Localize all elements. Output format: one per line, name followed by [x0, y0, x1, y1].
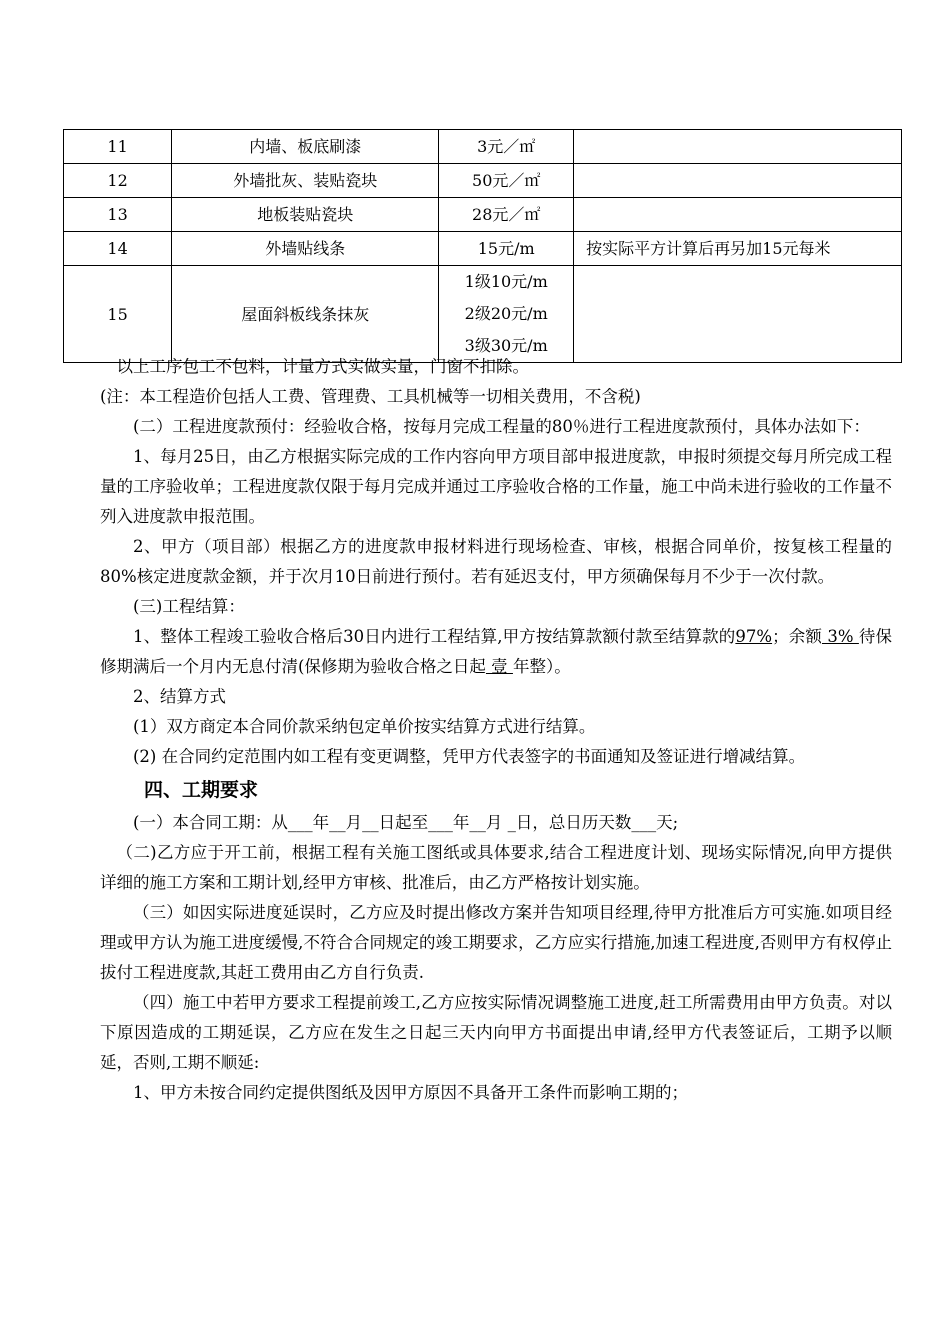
warranty-years: 壹 — [485, 657, 513, 676]
paragraph: (三)工程结算： — [133, 597, 245, 616]
table-row — [64, 232, 902, 266]
paragraph: (2) 在合同约定范围内如工程有变更调整，凭甲方代表签字的书面通知及签证进行增减结算。 — [133, 747, 806, 766]
contract-body — [100, 352, 892, 1108]
paragraph: 1、甲方未按合同约定提供图纸及因甲方原因不具备开工条件而影响工期的； — [133, 1083, 688, 1102]
remark — [574, 130, 902, 164]
row-number: 14 — [64, 232, 172, 266]
paragraph: (1）双方商定本合同价款采纳包定单价按实结算方式进行结算。 — [133, 717, 596, 736]
paragraph: (二）工程进度款预付：经验收合格，按每月完成工程量的80％进行工程进度款预付，具体办法如下： — [133, 417, 870, 436]
row-number: 15 — [64, 266, 172, 363]
work-item: 外墙批灰、装贴瓷块 — [172, 164, 439, 198]
text-run: 1、整体工程竣工验收合格后30日内进行工程结算,甲方按结算款额付款至结算款的 — [133, 627, 736, 646]
remark: 按实际平方计算后再另加15元每米 — [574, 232, 902, 266]
section-heading: 四、工期要求 — [144, 779, 259, 801]
paragraph: (一）本合同工期：从___年__月__日起至___年__月 _日，总日历天数___天; — [133, 813, 679, 832]
paragraph: （三）如因实际进度延误时，乙方应及时提出修改方案并告知项目经理,待甲方批准后方可实施.如项目经理或甲方认为施工进度缓慢,不符合合同规定的竣工期要求，乙方应实行措施,加速工程进度,否则甲方有权停止拔付工程进度款,其赶工费用由乙方自行负责. — [100, 903, 892, 982]
paragraph: 2、甲方（项目部）根据乙方的进度款申报材料进行现场检查、审核，根据合同单价，按复核工程量的80%核定进度款金额，并于次月10日前进行预付。若有延迟支付，甲方须确保每月不少于一次付款。 — [100, 537, 892, 586]
price-tier: 2级20元/m — [464, 304, 548, 323]
remark — [574, 266, 902, 363]
table-row — [64, 198, 902, 232]
table-row — [64, 266, 902, 363]
table-row — [64, 164, 902, 198]
paragraph: 以上工序包工不包料，计量方式实做实量，门窗不扣除。 — [116, 357, 529, 376]
unit-price: 50元／㎡ — [439, 164, 574, 198]
paragraph: （二)乙方应于开工前，根据工程有关施工图纸或具体要求,结合工程进度计划、现场实际情况,向甲方提供详细的施工方案和工期计划,经甲方审核、批准后，由乙方严格按计划实施。 — [100, 843, 892, 892]
work-item: 屋面斜板线条抹灰 — [172, 266, 439, 363]
unit-price-tiers — [439, 266, 574, 363]
paragraph: （四）施工中若甲方要求工程提前竣工,乙方应按实际情况调整施工进度,赶工所需费用由甲方负责。对以下原因造成的工期延误，乙方应在发生之日起三天内向甲方书面提出申请,经甲方代表签证后，工期予以顺延，否则,工期不顺延: — [100, 993, 892, 1072]
text-run: ；余额 — [772, 627, 822, 646]
price-tier: 3级30元/m — [464, 336, 548, 355]
row-number: 11 — [64, 130, 172, 164]
price-tier: 1级10元/m — [464, 272, 548, 291]
paragraph: (注：本工程造价包括人工费、管理费、工具机械等一切相关费用，不含税) — [100, 387, 641, 406]
unit-price-table — [63, 129, 902, 363]
table-row — [64, 130, 902, 164]
work-item: 外墙贴线条 — [172, 232, 439, 266]
text-run: 年整）。 — [512, 657, 571, 676]
paragraph: 2、结算方式 — [133, 687, 226, 706]
unit-price: 28元／㎡ — [439, 198, 574, 232]
retention-percent: 3% — [821, 627, 859, 646]
final-payment-percent: 97% — [735, 627, 773, 646]
remark — [574, 198, 902, 232]
work-item: 内墙、板底刷漆 — [172, 130, 439, 164]
settlement-paragraph — [100, 622, 892, 682]
work-item: 地板装贴瓷块 — [172, 198, 439, 232]
unit-price: 15元/m — [439, 232, 574, 266]
remark — [574, 164, 902, 198]
unit-price: 3元／㎡ — [439, 130, 574, 164]
row-number: 13 — [64, 198, 172, 232]
text-run: 待保修期满后一个月内无息付清(保修期为验收合格之日起 — [100, 627, 893, 676]
paragraph: 1、每月25日，由乙方根据实际完成的工作内容向甲方项目部申报进度款，申报时须提交每月所完成工程量的工序验收单；工程进度款仅限于每月完成并通过工序验收合格的工作量，施工中尚未进行验收的工作量不列入进度款申报范围。 — [100, 447, 892, 526]
row-number: 12 — [64, 164, 172, 198]
